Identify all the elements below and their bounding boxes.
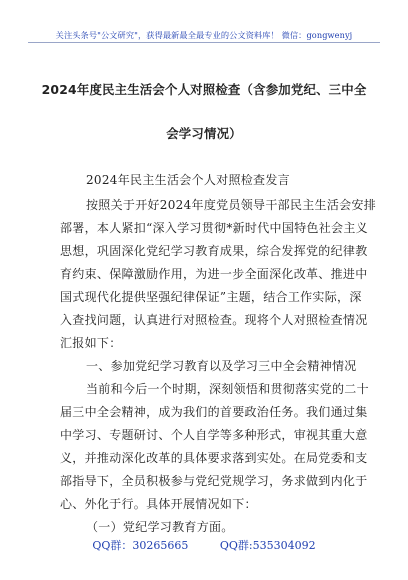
- body-line: 义，并推动深化改革的具体要求落到实处。在局党委和支: [60, 451, 368, 465]
- header-banner: 关注头条号"公文研究"，获得最新最全最专业的公文资料库！ 微信：gongwenyj: [28, 28, 380, 43]
- body-line: 按照关于开好2024年度党员领导干部民主生活会安排: [86, 198, 377, 212]
- body-line: 部署，本人紧扣“深入学习贯彻*新时代中国特色社会主义: [60, 221, 368, 235]
- document-title-line-1: 2024年度民主生活会个人对照检查（含参加党纪、三中全: [41, 82, 367, 97]
- footer-qq-group-1: QQ群：30265665: [92, 539, 189, 552]
- body-line: 入查找问题，认真进行对照检查。现将个人对照检查情况: [60, 313, 368, 327]
- body-line: 心、外化于行。具体开展情况如下：: [60, 497, 257, 511]
- body-line: 部指导下，全员积极参与党纪党规学习，务求做到内化于: [60, 474, 368, 488]
- section-heading: 一、参加党纪学习教育以及学习三中全会精神情况: [86, 359, 357, 373]
- body-line: 届三中全会精神，成为我们的首要政治任务。我们通过集: [60, 405, 368, 419]
- body-line: 汇报如下：: [60, 336, 122, 350]
- subsection-heading: （一）党纪学习教育方面。: [86, 520, 234, 534]
- body-line: 思想，巩固深化党纪学习教育成果，综合发挥党的纪律教: [60, 244, 368, 258]
- footer-contacts: [0, 537, 408, 553]
- body-line: 中学习、专题研讨、个人自学等多种形式，审视其重大意: [60, 428, 368, 442]
- subtitle-line: 2024年民主生活会个人对照检查发言: [86, 173, 290, 187]
- body-line: 国式现代化提供坚强纪律保证”主题，结合工作实际，深: [60, 290, 362, 304]
- body-line: 当前和今后一个时期，深刻领悟和贯彻落实党的二十: [86, 382, 369, 396]
- body-line: 育约束、保障激励作用，为进一步全面深化改革、推进中: [60, 267, 368, 281]
- document-title-line-2: 会学习情况）: [166, 126, 242, 141]
- footer-qq-group-2: QQ群:535304092: [219, 539, 316, 552]
